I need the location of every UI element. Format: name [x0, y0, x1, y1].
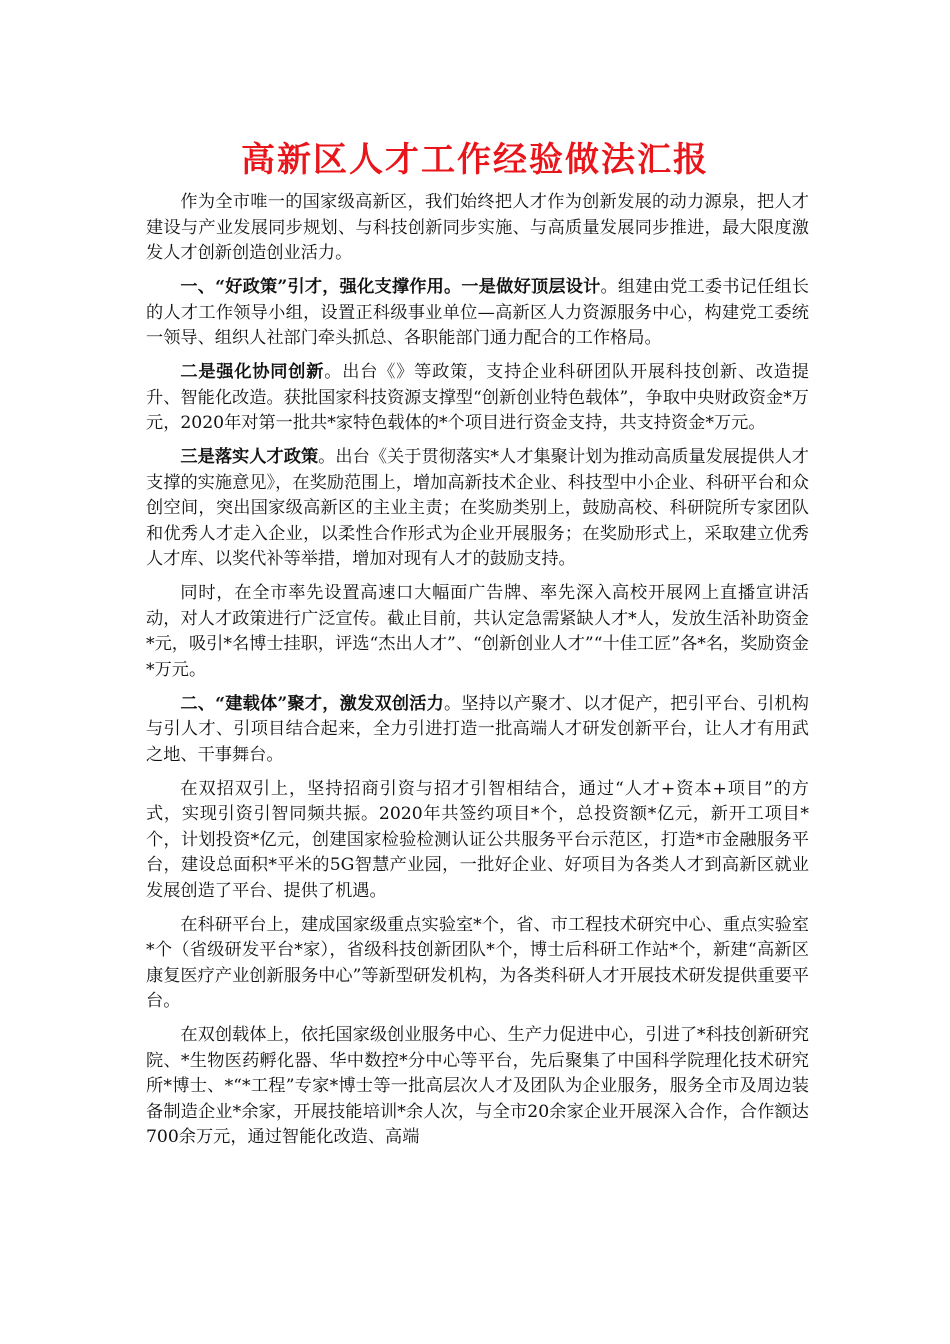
paragraph-text: 。出台《关于贯彻落实*人才集聚计划为推动高质量发展提供人才支撑的实施意见》，在奖励范围上，增加高新技术企业、科技型中小企业、科研平台和众创空间，突出国家级高新区的主业主责；在奖励类别上，鼓励高校、科研院所专家团队和优秀人才走入企业，以柔性合作形式为企业开展服务；在奖励形式上，采取建立优秀人才库、以奖代补等举措，增加对现有人才的鼓励支持。	[146, 447, 809, 569]
paragraph-innovation-carriers	[146, 1023, 809, 1151]
paragraph-section-1	[146, 275, 809, 352]
paragraph-lead: 三是落实人才政策	[180, 447, 319, 467]
paragraph-intro	[146, 190, 809, 267]
paragraph-text: 。组建由党工委书记任组长的人才工作领导小组，设置正科级事业单位—高新区人力资源服务中心，构建党工委统一领导、组织人社部门牵头抓总、各职能部门通力配合的工作格局。	[146, 277, 809, 348]
paragraph-collaborative-innovation	[146, 360, 809, 437]
paragraph-text: 。坚持以产聚才、以才促产，把引平台、引机构与引人才、引项目结合起来，全力引进打造一批高端人才研发创新平台，让人才有用武之地、干事舞台。	[146, 693, 809, 765]
paragraph-text: 在双招双引上，坚持招商引资与招才引智相结合，通过“人才+资本+项目”的方式，实现引资引智同频共振。2020年共签约项目*个，总投资额*亿元，新开工项目*个，计划投资*亿元，创建国家检验检测认证公共服务平台示范区，打造*市金融服务平台，建设总面积*平米的5G智慧产业园，一批好企业、好项目为各类人才到高新区就业发展创造了平台、提供了机遇。	[146, 778, 809, 901]
paragraph-lead: 二、“建载体”聚才，激发双创活力	[180, 693, 445, 714]
paragraph-lead: 一、“好政策”引才，强化支撑作用。一是做好顶层设计	[180, 277, 601, 297]
document-body	[146, 190, 809, 1159]
paragraph-text: 作为全市唯一的国家级高新区，我们始终把人才作为创新发展的动力源泉，把人才建设与产业发展同步规划、与科技创新同步实施、与高质量发展同步推进，最大限度激发人才创新创造创业活力。	[146, 192, 809, 263]
paragraph-research-platforms	[146, 913, 809, 1015]
paragraph-text: 同时，在全市率先设置高速口大幅面广告牌、率先深入高校开展网上直播宣讲活动，对人才政策进行广泛宣传。截止目前，共认定急需紧缺人才*人，发放生活补助资金*元，吸引*名博士挂职，评选“杰出人才”、“创新创业人才”“十佳工匠”各*名，奖励资金*万元。	[146, 583, 809, 680]
paragraph-text: 。出台《》等政策，支持企业科研团队开展科技创新、改造提升、智能化改造。获批国家科技资源支撑型“创新创业特色载体”，争取中央财政资金*万元，2020年对第一批共*家特色载体的*个项目进行资金支持，共支持资金*万元。	[146, 362, 809, 433]
paragraph-lead: 二是强化协同创新	[180, 362, 325, 382]
paragraph-section-2	[146, 692, 809, 769]
paragraph-text: 在科研平台上，建成国家级重点实验室*个，省、市工程技术研究中心、重点实验室*个（省级研发平台*家），省级科技创新团队*个，博士后科研工作站*个，新建“高新区康复医疗产业创新服务中心”等新型研发机构，为各类科研人才开展技术研发提供重要平台。	[146, 914, 809, 1011]
document-title: 高新区人才工作经验做法汇报	[241, 140, 709, 180]
paragraph-text: 在双创载体上，依托国家级创业服务中心、生产力促进中心，引进了*科技创新研究院、*生物医药孵化器、华中数控*分中心等平台，先后聚集了中国科学院理化技术研究所*博士、*“*工程”专家*博士等一批高层次人才及团队为企业服务，服务全市及周边装备制造企业*余家，开展技能培训*余人次，与全市20余家企业开展深入合作，合作额达700余万元，通过智能化改造、高端	[146, 1025, 809, 1147]
paragraph-publicity	[146, 581, 809, 683]
paragraph-investment	[146, 777, 809, 905]
paragraph-talent-policy	[146, 445, 809, 573]
